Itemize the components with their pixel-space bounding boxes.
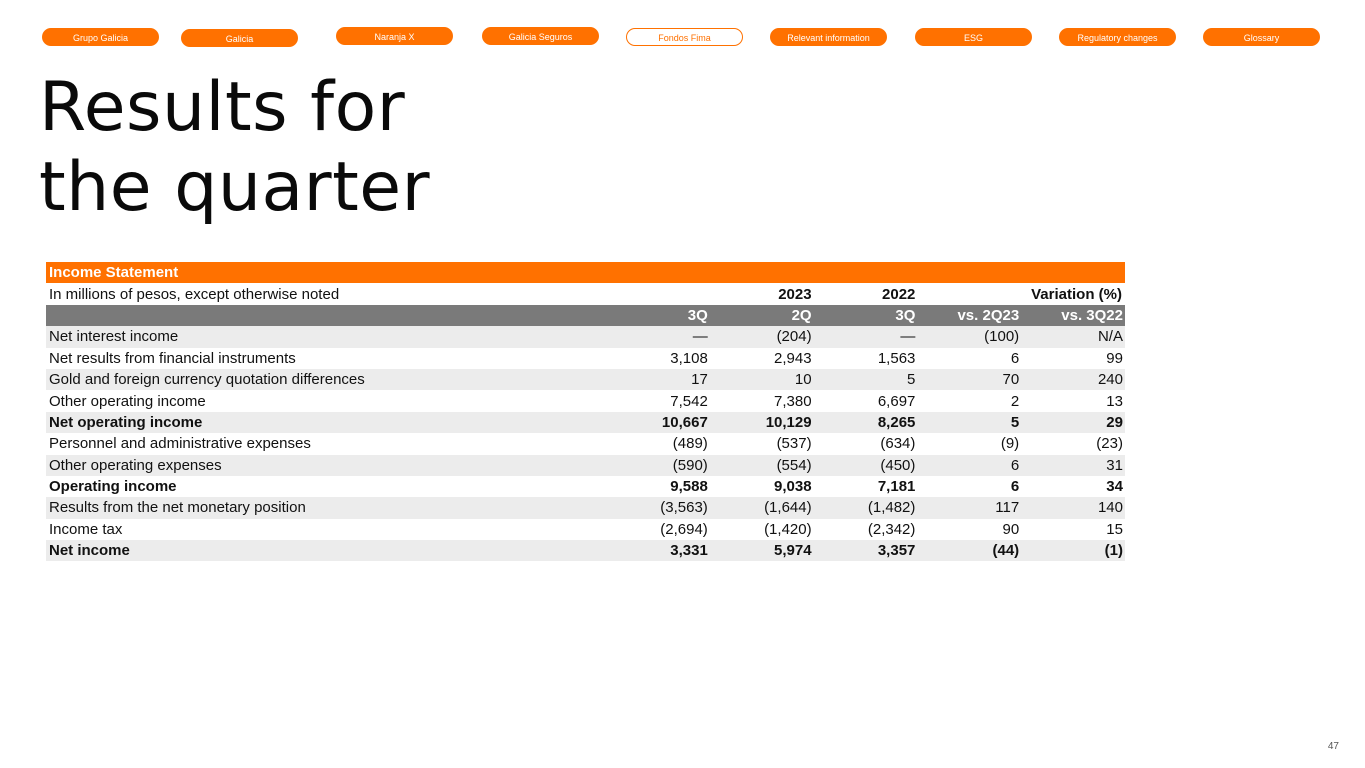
row-value: 3,357 bbox=[877, 542, 916, 560]
row-value: 1,563 bbox=[877, 349, 916, 367]
nav-tab-glossary[interactable]: Glossary bbox=[1203, 28, 1320, 46]
row-value: 34 bbox=[1106, 478, 1123, 496]
row-label: Other operating expenses bbox=[49, 456, 222, 474]
row-value: 140 bbox=[1097, 499, 1123, 517]
table-row bbox=[46, 497, 1125, 518]
row-value: 5,974 bbox=[774, 542, 812, 560]
period-header: 3Q bbox=[687, 306, 708, 324]
row-value: (44) bbox=[992, 542, 1020, 560]
table-row bbox=[46, 476, 1125, 497]
row-value: 240 bbox=[1097, 371, 1123, 389]
page-title-line-1: Results for bbox=[39, 68, 406, 147]
row-value: 10,667 bbox=[661, 413, 708, 431]
table-period-row bbox=[46, 305, 1125, 326]
row-value: (1) bbox=[1104, 542, 1123, 560]
page-title bbox=[39, 68, 430, 228]
row-value: 5 bbox=[1010, 413, 1020, 431]
row-value: (554) bbox=[776, 456, 812, 474]
nav-tab-fondos-fima[interactable]: Fondos Fima bbox=[626, 28, 743, 46]
row-value: 7,181 bbox=[877, 478, 916, 496]
row-value: 117 bbox=[995, 499, 1020, 517]
page-title-line-2: the quarter bbox=[39, 148, 431, 227]
row-value: 7,542 bbox=[670, 392, 708, 410]
table-row bbox=[46, 455, 1125, 476]
table-row bbox=[46, 390, 1125, 411]
row-value: (489) bbox=[672, 435, 708, 453]
row-value: 10 bbox=[794, 371, 812, 389]
table-row bbox=[46, 369, 1125, 390]
row-value: (450) bbox=[880, 456, 916, 474]
row-value: 90 bbox=[1002, 520, 1020, 538]
row-value: (3,563) bbox=[660, 499, 708, 517]
table-title: Income Statement bbox=[49, 264, 179, 282]
nav-tab-galicia-seguros[interactable]: Galicia Seguros bbox=[482, 27, 599, 45]
row-value: (634) bbox=[880, 435, 916, 453]
table-row bbox=[46, 519, 1125, 540]
row-label: Net income bbox=[49, 542, 130, 560]
row-value: (204) bbox=[776, 328, 812, 346]
year-2023-label: 2023 bbox=[778, 285, 812, 303]
row-label: Net interest income bbox=[49, 328, 179, 346]
table-header-row bbox=[46, 262, 1125, 283]
row-value: (9) bbox=[1000, 435, 1020, 453]
row-value: (2,694) bbox=[660, 520, 708, 538]
row-value: 15 bbox=[1106, 520, 1123, 538]
table-row bbox=[46, 412, 1125, 433]
row-value: 13 bbox=[1106, 392, 1123, 410]
row-value: 10,129 bbox=[765, 413, 812, 431]
row-value: 7,380 bbox=[774, 392, 812, 410]
row-label: Net operating income bbox=[49, 413, 203, 431]
row-value: (1,420) bbox=[764, 520, 812, 538]
period-header: vs. 2Q23 bbox=[957, 306, 1020, 324]
row-value: 70 bbox=[1002, 371, 1020, 389]
row-label: Gold and foreign currency quotation differences bbox=[49, 371, 365, 389]
row-value: (537) bbox=[776, 435, 812, 453]
nav-tab-esg[interactable]: ESG bbox=[915, 28, 1032, 46]
row-value: (23) bbox=[1096, 435, 1123, 453]
row-value: 3,108 bbox=[670, 349, 708, 367]
nav-tab-galicia[interactable]: Galicia bbox=[181, 29, 298, 47]
row-value: 9,038 bbox=[774, 478, 812, 496]
table-row bbox=[46, 433, 1125, 454]
table-row bbox=[46, 326, 1125, 347]
nav-tab-grupo-galicia[interactable]: Grupo Galicia bbox=[42, 28, 159, 46]
page-number: 47 bbox=[1327, 741, 1339, 752]
period-header: 2Q bbox=[791, 306, 812, 324]
row-value: (1,482) bbox=[867, 499, 916, 517]
period-header: 3Q bbox=[895, 306, 916, 324]
table-row bbox=[46, 540, 1125, 561]
row-label: Personnel and administrative expenses bbox=[49, 435, 311, 453]
period-header: vs. 3Q22 bbox=[1061, 306, 1123, 324]
units-note: In millions of pesos, except otherwise noted bbox=[49, 285, 340, 303]
row-value: (2,342) bbox=[867, 520, 916, 538]
row-value: 29 bbox=[1106, 413, 1123, 431]
row-label: Results from the net monetary position bbox=[49, 499, 306, 517]
row-value: (590) bbox=[672, 456, 708, 474]
row-value: 31 bbox=[1106, 456, 1123, 474]
table-row bbox=[46, 348, 1125, 369]
row-value: 2,943 bbox=[774, 349, 812, 367]
nav-tab-naranja-x[interactable]: Naranja X bbox=[336, 27, 453, 45]
row-label: Other operating income bbox=[49, 392, 206, 410]
table-body bbox=[46, 326, 1125, 561]
row-value: (1,644) bbox=[764, 499, 812, 517]
row-value: 3,331 bbox=[670, 542, 708, 560]
row-label: Operating income bbox=[49, 478, 177, 496]
row-value: 99 bbox=[1106, 349, 1123, 367]
nav-tab-relevant-information[interactable]: Relevant information bbox=[770, 28, 887, 46]
row-value: — bbox=[692, 328, 708, 346]
income-statement-table bbox=[46, 262, 1125, 561]
row-value: — bbox=[900, 328, 916, 346]
row-value: 5 bbox=[907, 371, 916, 389]
year-2022-label: 2022 bbox=[882, 285, 916, 303]
row-value: 6 bbox=[1010, 456, 1020, 474]
row-value: 17 bbox=[691, 371, 708, 389]
row-value: 8,265 bbox=[877, 413, 916, 431]
row-label: Net results from financial instruments bbox=[49, 349, 296, 367]
variation-label: Variation (%) bbox=[1031, 285, 1122, 303]
row-value: (100) bbox=[984, 328, 1020, 346]
nav-tab-regulatory-changes[interactable]: Regulatory changes bbox=[1059, 28, 1176, 46]
row-value: N/A bbox=[1097, 328, 1123, 346]
row-label: Income tax bbox=[49, 520, 123, 538]
row-value: 6,697 bbox=[877, 392, 916, 410]
row-value: 9,588 bbox=[670, 478, 708, 496]
row-value: 6 bbox=[1010, 349, 1020, 367]
row-value: 6 bbox=[1010, 478, 1020, 496]
table-subheader-row bbox=[46, 283, 1125, 304]
row-value: 2 bbox=[1010, 392, 1020, 410]
